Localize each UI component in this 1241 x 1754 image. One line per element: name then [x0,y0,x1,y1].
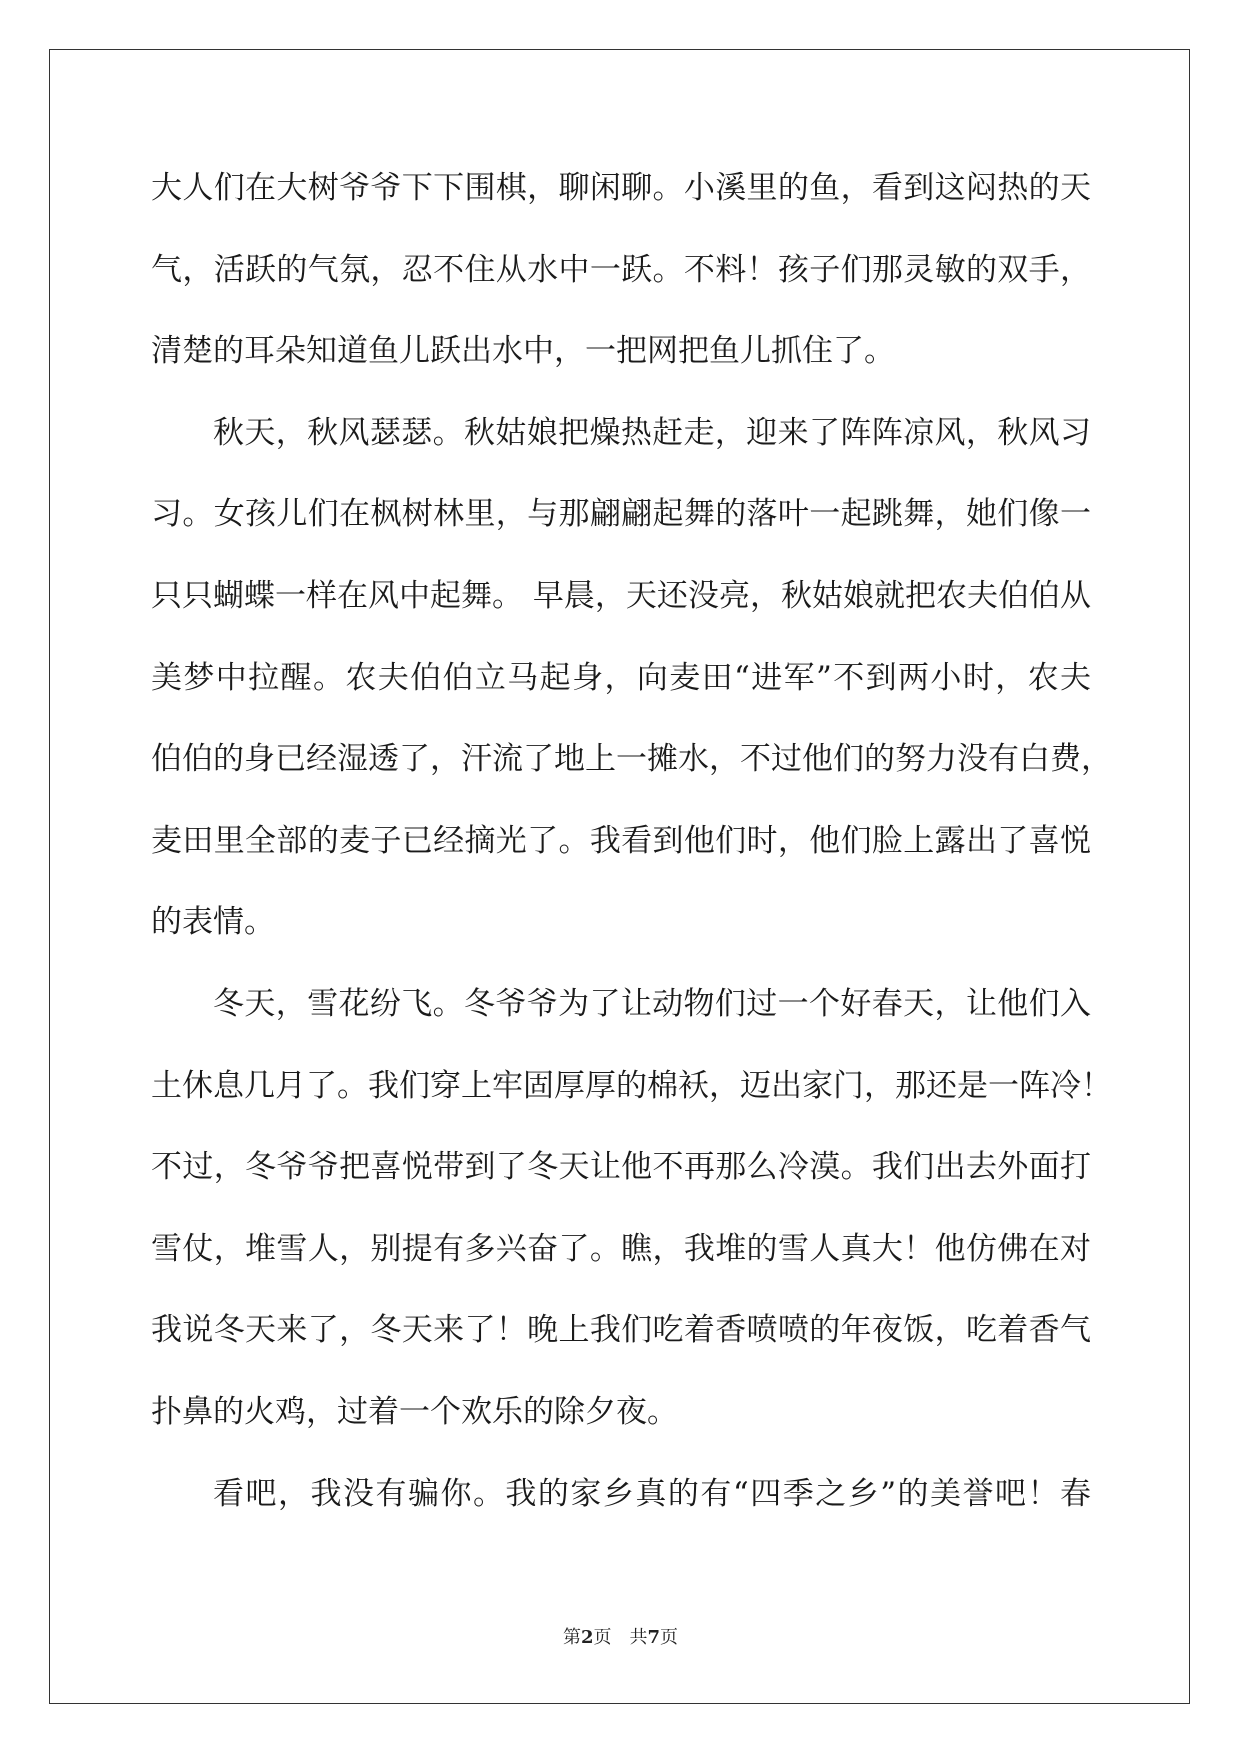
text-line: 气，活跃的气氛，忍不住从水中一跃。不料！孩子们那灵敏的双手， [151,251,1091,288]
page-label-mid: 页 共 [593,1627,648,1648]
text-line: 土休息几月了。我们穿上牢固厚厚的棉袄，迈出家门，那还是一阵冷！ [151,1067,1112,1104]
text-line: 雪仗，堆雪人，别提有多兴奋了。瞧，我堆的雪人真大！他仿佛在对 [151,1230,1091,1267]
text-line: 只只蝴蝶一样在风中起舞。 早晨，天还没亮，秋姑娘就把农夫伯伯从 [151,577,1091,614]
total-page-number: 7 [647,1627,661,1648]
text-line: 伯伯的身已经湿透了，汗流了地上一摊水，不过他们的努力没有白费， [151,741,1112,778]
text-line: 扑鼻的火鸡，过着一个欢乐的除夕夜。 [151,1393,678,1430]
current-page-number: 2 [580,1627,594,1648]
text-line: 大人们在大树爷爷下下围棋，聊闲聊。小溪里的鱼，看到这闷热的天 [151,170,1091,206]
text-line: 不过，冬爷爷把喜悦带到了冬天让他不再那么冷漠。我们出去外面打 [151,1149,1091,1186]
page-label-prefix: 第 [562,1627,581,1648]
text-line: 秋天，秋风瑟瑟。秋姑娘把燥热赶走，迎来了阵阵凉风，秋风习 [213,414,1091,451]
page-footer [0,1623,1241,1649]
text-line: 的表情。 [151,904,275,941]
text-line: 麦田里全部的麦子已经摘光了。我看到他们时，他们脸上露出了喜悦 [151,822,1091,859]
text-line: 习。女孩儿们在枫树林里，与那翩翩起舞的落叶一起跳舞，她们像一 [151,496,1091,533]
text-line: 清楚的耳朵知道鱼儿跃出水中，一把网把鱼儿抓住了。 [151,333,895,370]
text-line: 冬天，雪花纷飞。冬爷爷为了让动物们过一个好春天，让他们入 [213,985,1091,1022]
text-line: 看吧，我没有骗你。我的家乡真的有“四季之乡”的美誉吧！春 [213,1475,1091,1512]
text-line: 我说冬天来了，冬天来了！晚上我们吃着香喷喷的年夜饭，吃着香气 [151,1312,1091,1349]
text-line: 美梦中拉醒。农夫伯伯立马起身，向麦田“进军”不到两小时，农夫 [151,659,1091,696]
document-body [151,157,1112,1544]
page-label-suffix: 页 [660,1627,679,1648]
